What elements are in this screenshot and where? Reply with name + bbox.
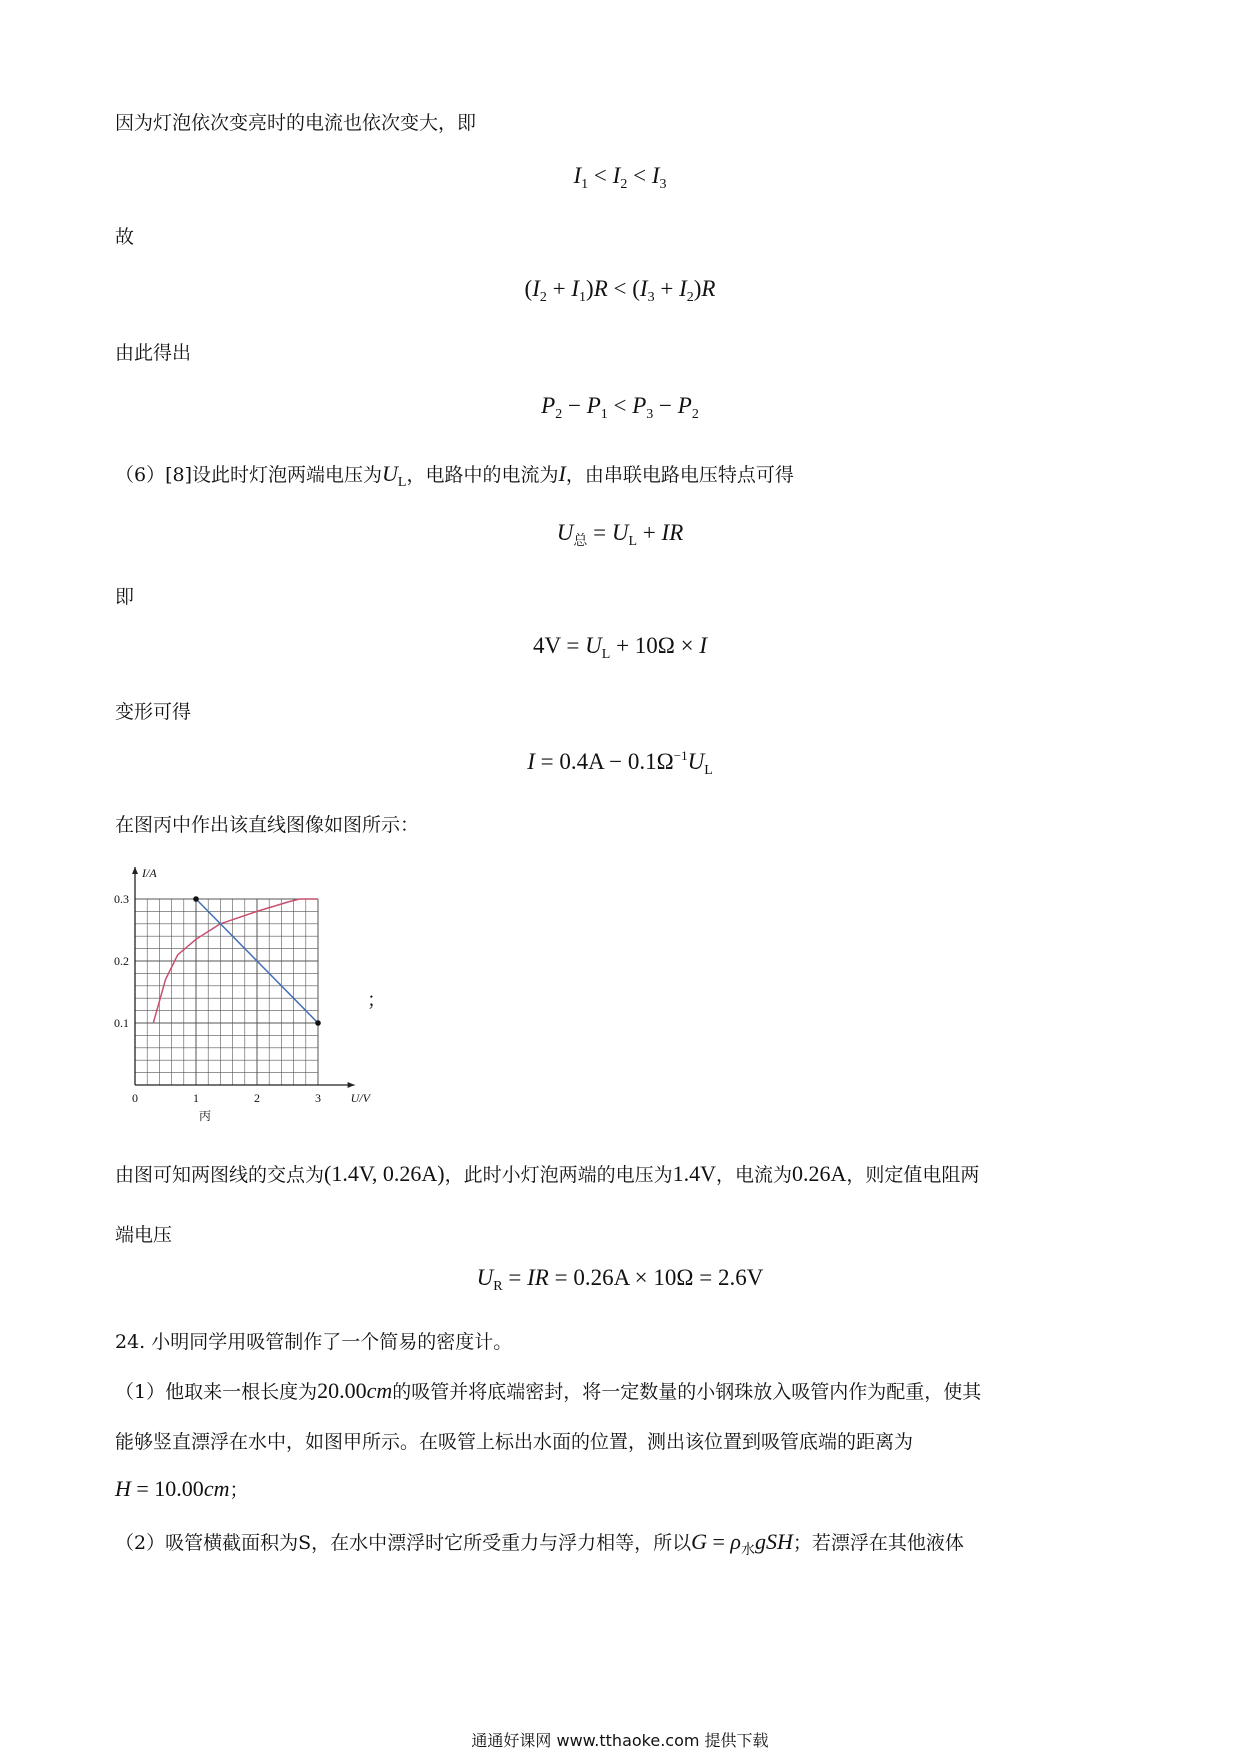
text-line-2: 故	[115, 226, 135, 248]
line-endpoint	[315, 1020, 321, 1026]
x-tick-label: 1	[193, 1091, 199, 1105]
text-line-8: 由图可知两图线的交点为(1.4V, 0.26A)，此时小灯泡两端的电压为1.4V，电流为0.26A，则定值电阻两	[115, 1161, 980, 1186]
line-endpoint	[193, 896, 199, 902]
text-line-7: 在图丙中作出该直线图像如图所示：	[115, 814, 420, 836]
x-tick-label: 2	[254, 1091, 260, 1105]
q24-part1-line1: （1）他取来一根长度为20.00cm的吸管并将底端密封，将一定数量的小钢珠放入吸管内作为配重，使其	[115, 1378, 982, 1403]
x-axis-label: U/V	[350, 1091, 370, 1105]
y-tick-label: 0.2	[114, 954, 129, 968]
equation-power-inequality: $(I_2 + I_1)R < (I_3 + I_2)R$	[524, 276, 716, 305]
text-line-6: 变形可得	[115, 701, 192, 723]
text-line-4: （6）[8]设此时灯泡两端电压为$U_L$，电路中的电流为I，由串联电路电压特点可得	[115, 461, 794, 490]
text-line-5: 即	[115, 586, 135, 608]
y-axis-label: I/A	[142, 866, 157, 880]
x-axis-arrow	[348, 1082, 355, 1088]
equation-4v: $4V = U_L + 10\Omega \times I$	[532, 633, 708, 662]
i-u-graph	[100, 845, 380, 1125]
text-line-9: 端电压	[115, 1224, 173, 1246]
page-footer: 通通好课网 www.tthaoke.com 提供下载	[471, 1731, 769, 1750]
graph-axes	[132, 867, 355, 1088]
q24-part2-line1: （2）吸管横截面积为S，在水中漂浮时它所受重力与浮力相等，所以$G = \rho_水gSH$；若漂浮在其他液体	[115, 1529, 964, 1558]
equation-series-voltage: $U_总 = U_L$ + IR	[556, 520, 684, 549]
equation-current-order: $I_1 < I_2 < I_3$	[573, 163, 667, 192]
equation-power-difference: $P_2 - P_1 < P_3 - P_2$	[541, 393, 699, 422]
equation-current-line: $I = 0.4A - 0.1\Omega^{-1}U_L$	[527, 748, 713, 778]
graph-caption: 丙	[198, 1109, 212, 1123]
equation-resistor-voltage: $U_R$ = IR = 0.26A × 10Ω = 2.6V	[476, 1265, 764, 1294]
y-tick-label: 0.1	[114, 1016, 129, 1030]
x-tick-label: 0	[132, 1091, 138, 1105]
q24-part1-line3: H = 10.00cm；	[115, 1476, 249, 1501]
text-line-3: 由此得出	[115, 342, 192, 364]
graph-trailing-semicolon: ；	[367, 989, 387, 1011]
question-24: 24. 小明同学用吸管制作了一个简易的密度计。	[115, 1331, 513, 1353]
x-tick-label: 3	[315, 1091, 321, 1105]
q24-part1-line2: 能够竖直漂浮在水中，如图甲所示。在吸管上标出水面的位置，测出该位置到吸管底端的距离为	[115, 1431, 914, 1453]
y-tick-label: 0.3	[114, 892, 129, 906]
y-axis-arrow	[132, 867, 138, 874]
text-line-1: 因为灯泡依次变亮时的电流也依次变大，即	[115, 112, 477, 134]
